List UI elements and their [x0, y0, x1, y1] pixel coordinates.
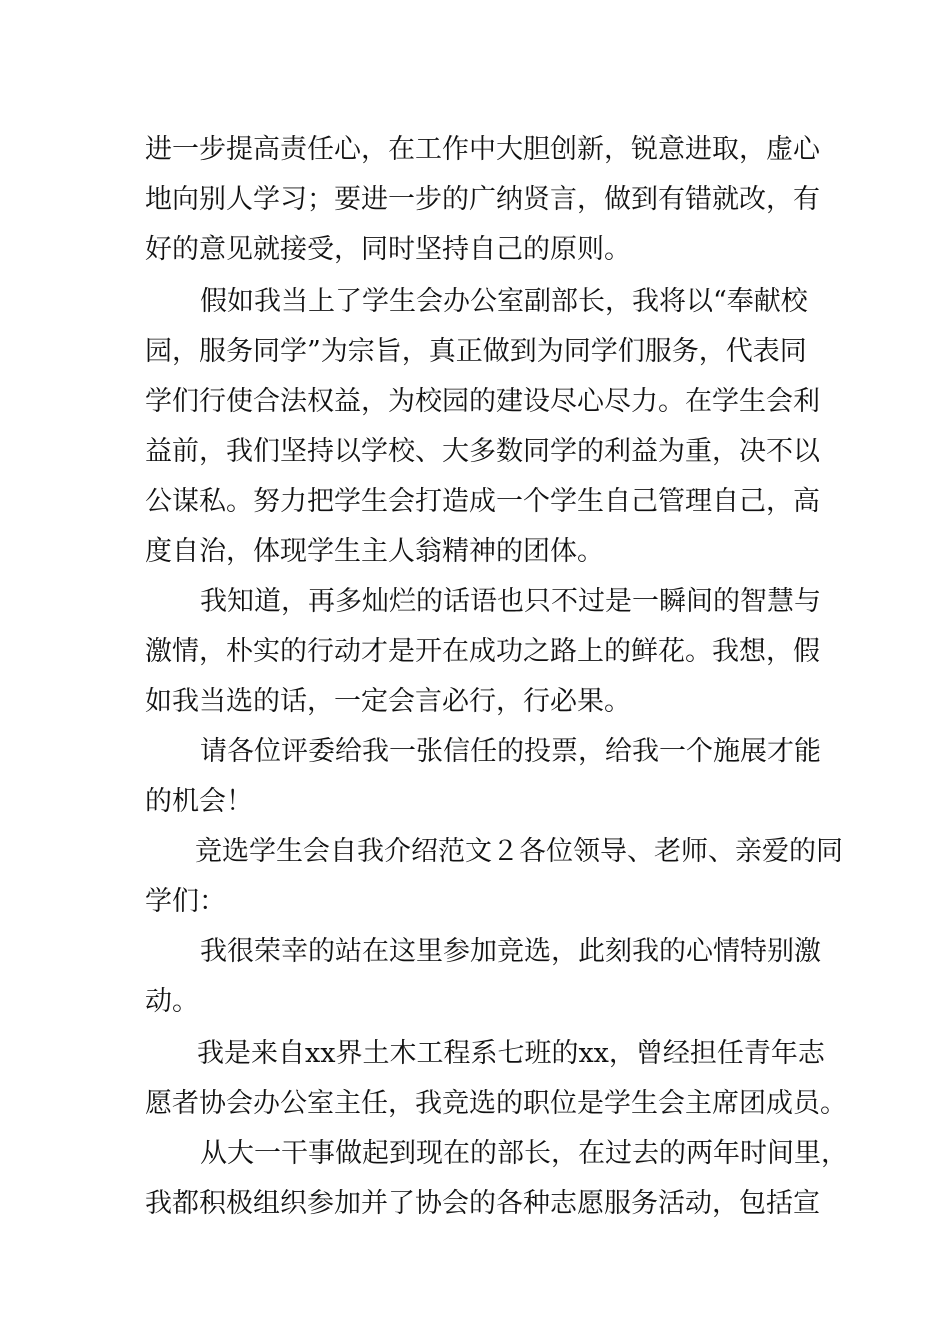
text-line: 公谋私。努力把学生会打造成一个学生自己管理自己，高	[145, 486, 820, 517]
text-line: 益前，我们坚持以学校、大多数同学的利益为重，决不以	[145, 436, 820, 467]
text-line: 我都积极组织参加并了协会的各种志愿服务活动，包括宣	[145, 1188, 820, 1219]
text-line: 的机会！	[145, 786, 253, 817]
paragraph-first-line: 我是来自xx界土木工程系七班的xx，曾经担任青年志	[197, 1038, 825, 1069]
text-line: 园，服务同学”为宗旨，真正做到为同学们服务，代表同	[145, 336, 807, 367]
text-line: 如我当选的话，一定会言必行，行必果。	[145, 686, 631, 717]
text-line: 学们：	[145, 886, 226, 917]
text-line: 度自治，体现学生主人翁精神的团体。	[145, 536, 604, 567]
paragraph-first-line: 从大一干事做起到现在的部长，在过去的两年时间里，	[200, 1138, 848, 1169]
text-line: 学们行使合法权益，为校园的建设尽心尽力。在学生会利	[145, 386, 820, 417]
text-line: 动。	[145, 986, 199, 1017]
paragraph-first-line: 我知道，再多灿烂的话语也只不过是一瞬间的智慧与	[200, 586, 821, 617]
paragraph-first-line: 竞选学生会自我介绍范文２各位领导、老师、亲爱的同	[195, 836, 843, 867]
text-line: 激情，朴实的行动才是开在成功之路上的鲜花。我想，假	[145, 636, 820, 667]
paragraph-first-line: 假如我当上了学生会办公室副部长，我将以“奉献校	[200, 286, 808, 317]
text-line: 愿者协会办公室主任，我竞选的职位是学生会主席团成员。	[145, 1088, 847, 1119]
text-line: 进一步提高责任心，在工作中大胆创新，锐意进取，虚心	[145, 134, 820, 165]
paragraph-first-line: 我很荣幸的站在这里参加竞选，此刻我的心情特别激	[200, 936, 821, 967]
text-line: 地向别人学习；要进一步的广纳贤言，做到有错就改，有	[145, 184, 820, 215]
paragraph-first-line: 请各位评委给我一张信任的投票，给我一个施展才能	[200, 736, 821, 767]
text-line: 好的意见就接受，同时坚持自己的原则。	[145, 234, 631, 265]
